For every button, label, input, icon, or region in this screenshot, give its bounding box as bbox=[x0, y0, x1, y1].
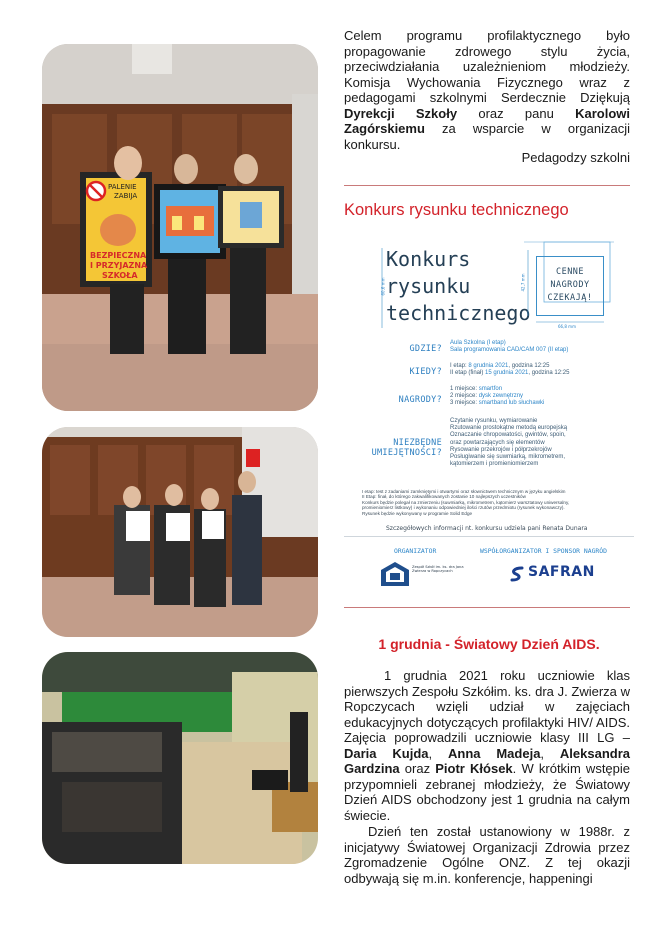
poster-text: ZABIJA bbox=[114, 192, 138, 200]
contest-info-contact: Szczegółowych informacji nt. konkursu udziela pani Renata Dunara bbox=[386, 525, 588, 532]
dimension-label: 60,6 mm bbox=[380, 277, 386, 296]
photo-aids-day-gym bbox=[42, 652, 318, 864]
school-logo-icon bbox=[380, 561, 410, 587]
poster-title: Konkurs rysunku technicznego bbox=[386, 247, 531, 325]
safran-logo-icon bbox=[508, 565, 526, 583]
poster-text: BEZPIECZNA bbox=[90, 251, 147, 260]
poster-text: PALENIE bbox=[108, 183, 137, 191]
divider bbox=[344, 607, 630, 608]
photo-students-posters bbox=[42, 44, 318, 411]
photo-winners-diplomas bbox=[42, 427, 318, 637]
prizes-text: CENNE NAGRODY CZEKAJĄ! bbox=[547, 267, 593, 303]
school-logo-text: Zespół Szkół im. ks. dra Jana Zwierza w Ropczycach bbox=[412, 565, 464, 574]
prizes-info: 1 miejsce: smartfon 2 miejsce: dysk zewnętrzny 3 miejsce: smartband lub słuchawki bbox=[450, 386, 545, 407]
label-where: GDZIE? bbox=[409, 344, 442, 354]
contest-rules: I etap: test z zadaniami zamkniętymi i otwartymi oraz słownictwem technicznym w języku angielskim II Etap: finał, do którego zakwalifikowanych zostanie 10 najlepszych uczestników Konkurs będzie polegał na zmierzeniu (suwmiarką, mikrometrem, kątomierz warsztatowy uniwersalny, promieniomierz listkowy) i wykonaniu odpowiedniej ilości rzutów przedmiotu (rysunek wykonawczy). Rysunek będzie wykonywany w programie Solid Edge bbox=[362, 489, 570, 516]
poster-divider bbox=[344, 536, 634, 537]
label-when: KIEDY? bbox=[409, 367, 442, 377]
label-skills: NIEZBĘDNE UMIEJĘTNOŚCI? bbox=[371, 438, 442, 458]
section-title-aids-day: 1 grudnia - Światowy Dzień AIDS. bbox=[378, 636, 600, 652]
poster-text: I PRZYJAZNA bbox=[90, 261, 148, 270]
skills-list: Czytanie rysunku, wymiarowanie Rzutowanie prostokątne metodą europejską Oznaczanie chropowatości, gwintów, spoin, oraz powtarzających się elementów Rysowanie przekrojów i półprzekrojów Posługiwanie się suwmiarką, mikrometrem, kątomierzem i promieniomierzem bbox=[450, 418, 568, 468]
signature: Pedagodzy szkolni bbox=[521, 150, 630, 165]
prizes-box bbox=[536, 256, 604, 316]
contest-poster bbox=[344, 232, 634, 592]
dimension-label: 66,8 mm bbox=[558, 324, 576, 329]
when-info: I etap: 8 grudnia 2021, godzina 12:25 II etap (finał) 15 grudnia 2021, godzina 12:25 bbox=[450, 363, 570, 377]
dimension-label: 42,7 mm bbox=[520, 273, 526, 292]
section-title-drawing-contest: Konkurs rysunku technicznego bbox=[344, 201, 569, 219]
intro-paragraph: Celem programu profilaktycznego było propagowanie zdrowego stylu życia, przeciwdziałania uzależnieniom młodzieży. Komisja Wychowania Fizycznego wraz z pedagogami szkolnymi Serdecznie Dziękują Dyrekcji Szkoły oraz panu Karolowi Zagórskiemu za wsparcie w organizacji konkursu. bbox=[344, 28, 631, 152]
poster-text: SZKOŁA bbox=[102, 271, 138, 280]
where-info: Aula Szkolna (I etap) Sala programowania CAD/CAM 007 (II etap) bbox=[450, 340, 569, 354]
organizer-label: ORGANIZATOR bbox=[394, 547, 437, 555]
aids-paragraph-2: Dzień ten został ustanowiony w 1988r. z inicjatywy Światowej Organizacji Zdrowia przez Zgromadzenie Ogólne ONZ. Z tej okazji odbywają się m.in. konferencje, happeningi bbox=[344, 824, 630, 886]
divider bbox=[344, 185, 630, 186]
label-prizes: NAGRODY? bbox=[398, 395, 442, 405]
aids-paragraph-1: 1 grudnia 2021 roku uczniowie klas pierwszych Zespołu Szkółim. ks. dra J. Zwierza w Ropczycach wzięli udział w zajęciach edukacyjnych dotyczących profilaktyki HIV/ AIDS. Zajęcia poprowadzili uczniowie klasy III LG – Daria Kujda, Anna Madeja, Aleksandra Gardzina oraz Piotr Kłósek. W krótkim wstępie przypomnieli zebranej młodzieży, że Światowy Dzień AIDS obchodzony jest 1 grudnia na całym świecie. bbox=[344, 668, 631, 823]
sponsor-logo: SAFRAN bbox=[528, 564, 595, 580]
cosponsor-label: WSPÓŁORGANIZATOR I SPONSOR NAGRÓD bbox=[480, 547, 607, 555]
